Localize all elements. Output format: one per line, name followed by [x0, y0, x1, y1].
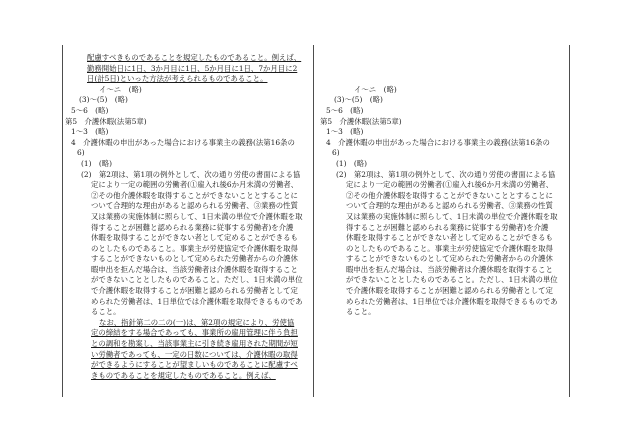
revised-text-line	[65, 74, 309, 85]
current-text-line: ついて合理的な理由があると認められる労働者、③業務の性質	[346, 201, 553, 211]
revised-text-line: ができないこととしたものであること。ただし、1日未満の単位	[91, 275, 303, 285]
revised-text-line	[65, 371, 309, 382]
current-text-line: 5～6 (略)	[326, 105, 364, 115]
revised-text-line: のとしたものであること。事業主が労使協定で介護休暇を取得	[91, 243, 298, 253]
revised-text-line: イ～ニ (略)	[99, 84, 142, 94]
current-text-line: 休暇を取得することができない者として定めることができるも	[346, 233, 553, 243]
current-text-line: のとしたものであること。事業主が労使協定で介護休暇を取得	[346, 243, 553, 253]
revised-text-line	[65, 328, 309, 339]
revision-underline: との調和を勘案し、当該事業主に引き続き雇用された期間が短	[91, 339, 298, 349]
revised-text-line: 1～3 (略)	[71, 127, 109, 137]
current-text-line: (2) 第2項は、第1項の例外として、次の通り労使の書面による協	[336, 169, 556, 179]
current-text-line: 定により一定の範囲の労働者(①雇入れ後6か月未満の労働者、	[346, 180, 554, 190]
revised-text-line	[65, 360, 309, 371]
current-text-line: (1) (略)	[336, 158, 368, 168]
current-text-line	[320, 74, 564, 85]
current-text-line: ができないこととしたものであること。ただし、1日未満の単位	[346, 275, 558, 285]
revised-text-line: 休暇を取得することができない者として定めることができるも	[91, 233, 298, 243]
revised-text-line	[65, 64, 309, 75]
current-text-line: 暇申出を拒んだ場合は、当該労働者は介護休暇を取得すること	[346, 264, 553, 274]
revised-text-line: められた労働者は、1日単位では介護休暇を取得できるものであ	[91, 296, 303, 306]
revised-text-line	[65, 339, 309, 350]
revised-text-line: ること。	[91, 307, 121, 317]
revised-text-line: 6)	[77, 148, 85, 158]
revised-text-line: 又は業務の実施体制に照らして、1日未満の単位で介護休暇を取	[91, 211, 303, 221]
revised-text-line: 4 介護休暇の申出があった場合における事業主の義務(法第16条の	[71, 137, 295, 147]
current-text-line: 又は業務の実施体制に照らして、1日未満の単位で介護休暇を取	[346, 211, 558, 221]
current-text-line: で介護休暇を取得することが困難と認められる労働者として定	[346, 286, 553, 296]
revised-text-line: (3)～(5) (略)	[79, 95, 128, 105]
revised-text-line: で介護休暇を取得することが困難と認められる労働者として定	[91, 286, 298, 296]
current-text-line: 得することが困難と認められる業務に従事する労働者)を介護	[346, 222, 549, 232]
column-divider	[313, 45, 314, 397]
revised-text-line: 定により一定の範囲の労働者(①雇入れ後6か月未満の労働者、	[91, 180, 299, 190]
revised-text-line	[65, 318, 309, 329]
revised-text-line: 5～6 (略)	[71, 105, 109, 115]
current-text-line: することができないものとして定められた労働者からの介護休	[346, 254, 553, 264]
revised-text-line: 第5 介護休暇(法第5章)	[65, 116, 147, 126]
current-text-line	[320, 53, 564, 64]
revision-underline: い労働者であっても、一定の日数については、介護休暇の取得	[91, 349, 298, 359]
current-text-line: ②その他介護休暇を取得することができないこととすることに	[346, 190, 553, 200]
current-text-line: められた労働者は、1日単位では介護休暇を取得できるものであ	[346, 296, 558, 306]
revised-text-line: することができないものとして定められた労働者からの介護休	[91, 254, 298, 264]
current-text-line: 1～3 (略)	[326, 127, 364, 137]
revision-underline: 定の締結をする場合であっても、事業所の雇用管理に伴う負担	[91, 328, 298, 338]
table-right-border	[569, 45, 570, 397]
revised-text-line: 暇申出を拒んだ場合は、当該労働者は介護休暇を取得すること	[91, 264, 298, 274]
revised-text-line	[65, 350, 309, 361]
revision-underline: きものであることを規定したものであること。例えば、	[91, 370, 276, 380]
revised-text-line: (2) 第2項は、第1項の例外として、次の通り労使の書面による協	[81, 169, 301, 179]
current-text-line: 第5 介護休暇(法第5章)	[320, 116, 402, 126]
current-text-line: (3)～(5) (略)	[334, 95, 383, 105]
revised-text-line	[65, 53, 309, 64]
revised-text-line: ついて合理的な理由があると認められる労働者、③業務の性質	[91, 201, 298, 211]
revised-text-column	[65, 53, 309, 381]
current-text-line	[320, 64, 564, 75]
revised-text-line: 得することが困難と認められる業務に従事する労働者)を介護	[91, 222, 294, 232]
revision-underline: 勤務開始日に1日、3か月目に1日、5か月目に1日、7か月目に2	[87, 63, 298, 73]
current-text-line: イ～ニ (略)	[354, 84, 397, 94]
table-left-border	[62, 45, 63, 397]
current-text-line: 6)	[332, 148, 340, 158]
revised-text-line: (1) (略)	[81, 158, 113, 168]
revised-text-line: ②その他介護休暇を取得することができないこととすることに	[91, 190, 298, 200]
comparison-table	[62, 45, 570, 397]
revision-underline: 日(計5日)といった方法が考えられるものであること。	[87, 74, 268, 84]
current-text-line: ること。	[346, 307, 376, 317]
revision-underline: ができるようにすることが望ましいものであることに配慮すべ	[91, 360, 298, 370]
current-text-line: 4 介護休暇の申出があった場合における事業主の義務(法第16条の	[326, 137, 550, 147]
current-text-column	[320, 53, 564, 318]
revision-underline: 配慮すべきものであることを規定したものであること。例えば、	[87, 53, 302, 62]
revision-underline: なお、指針第二の二の(一)は、第2項の規定により、労使協	[99, 317, 295, 327]
